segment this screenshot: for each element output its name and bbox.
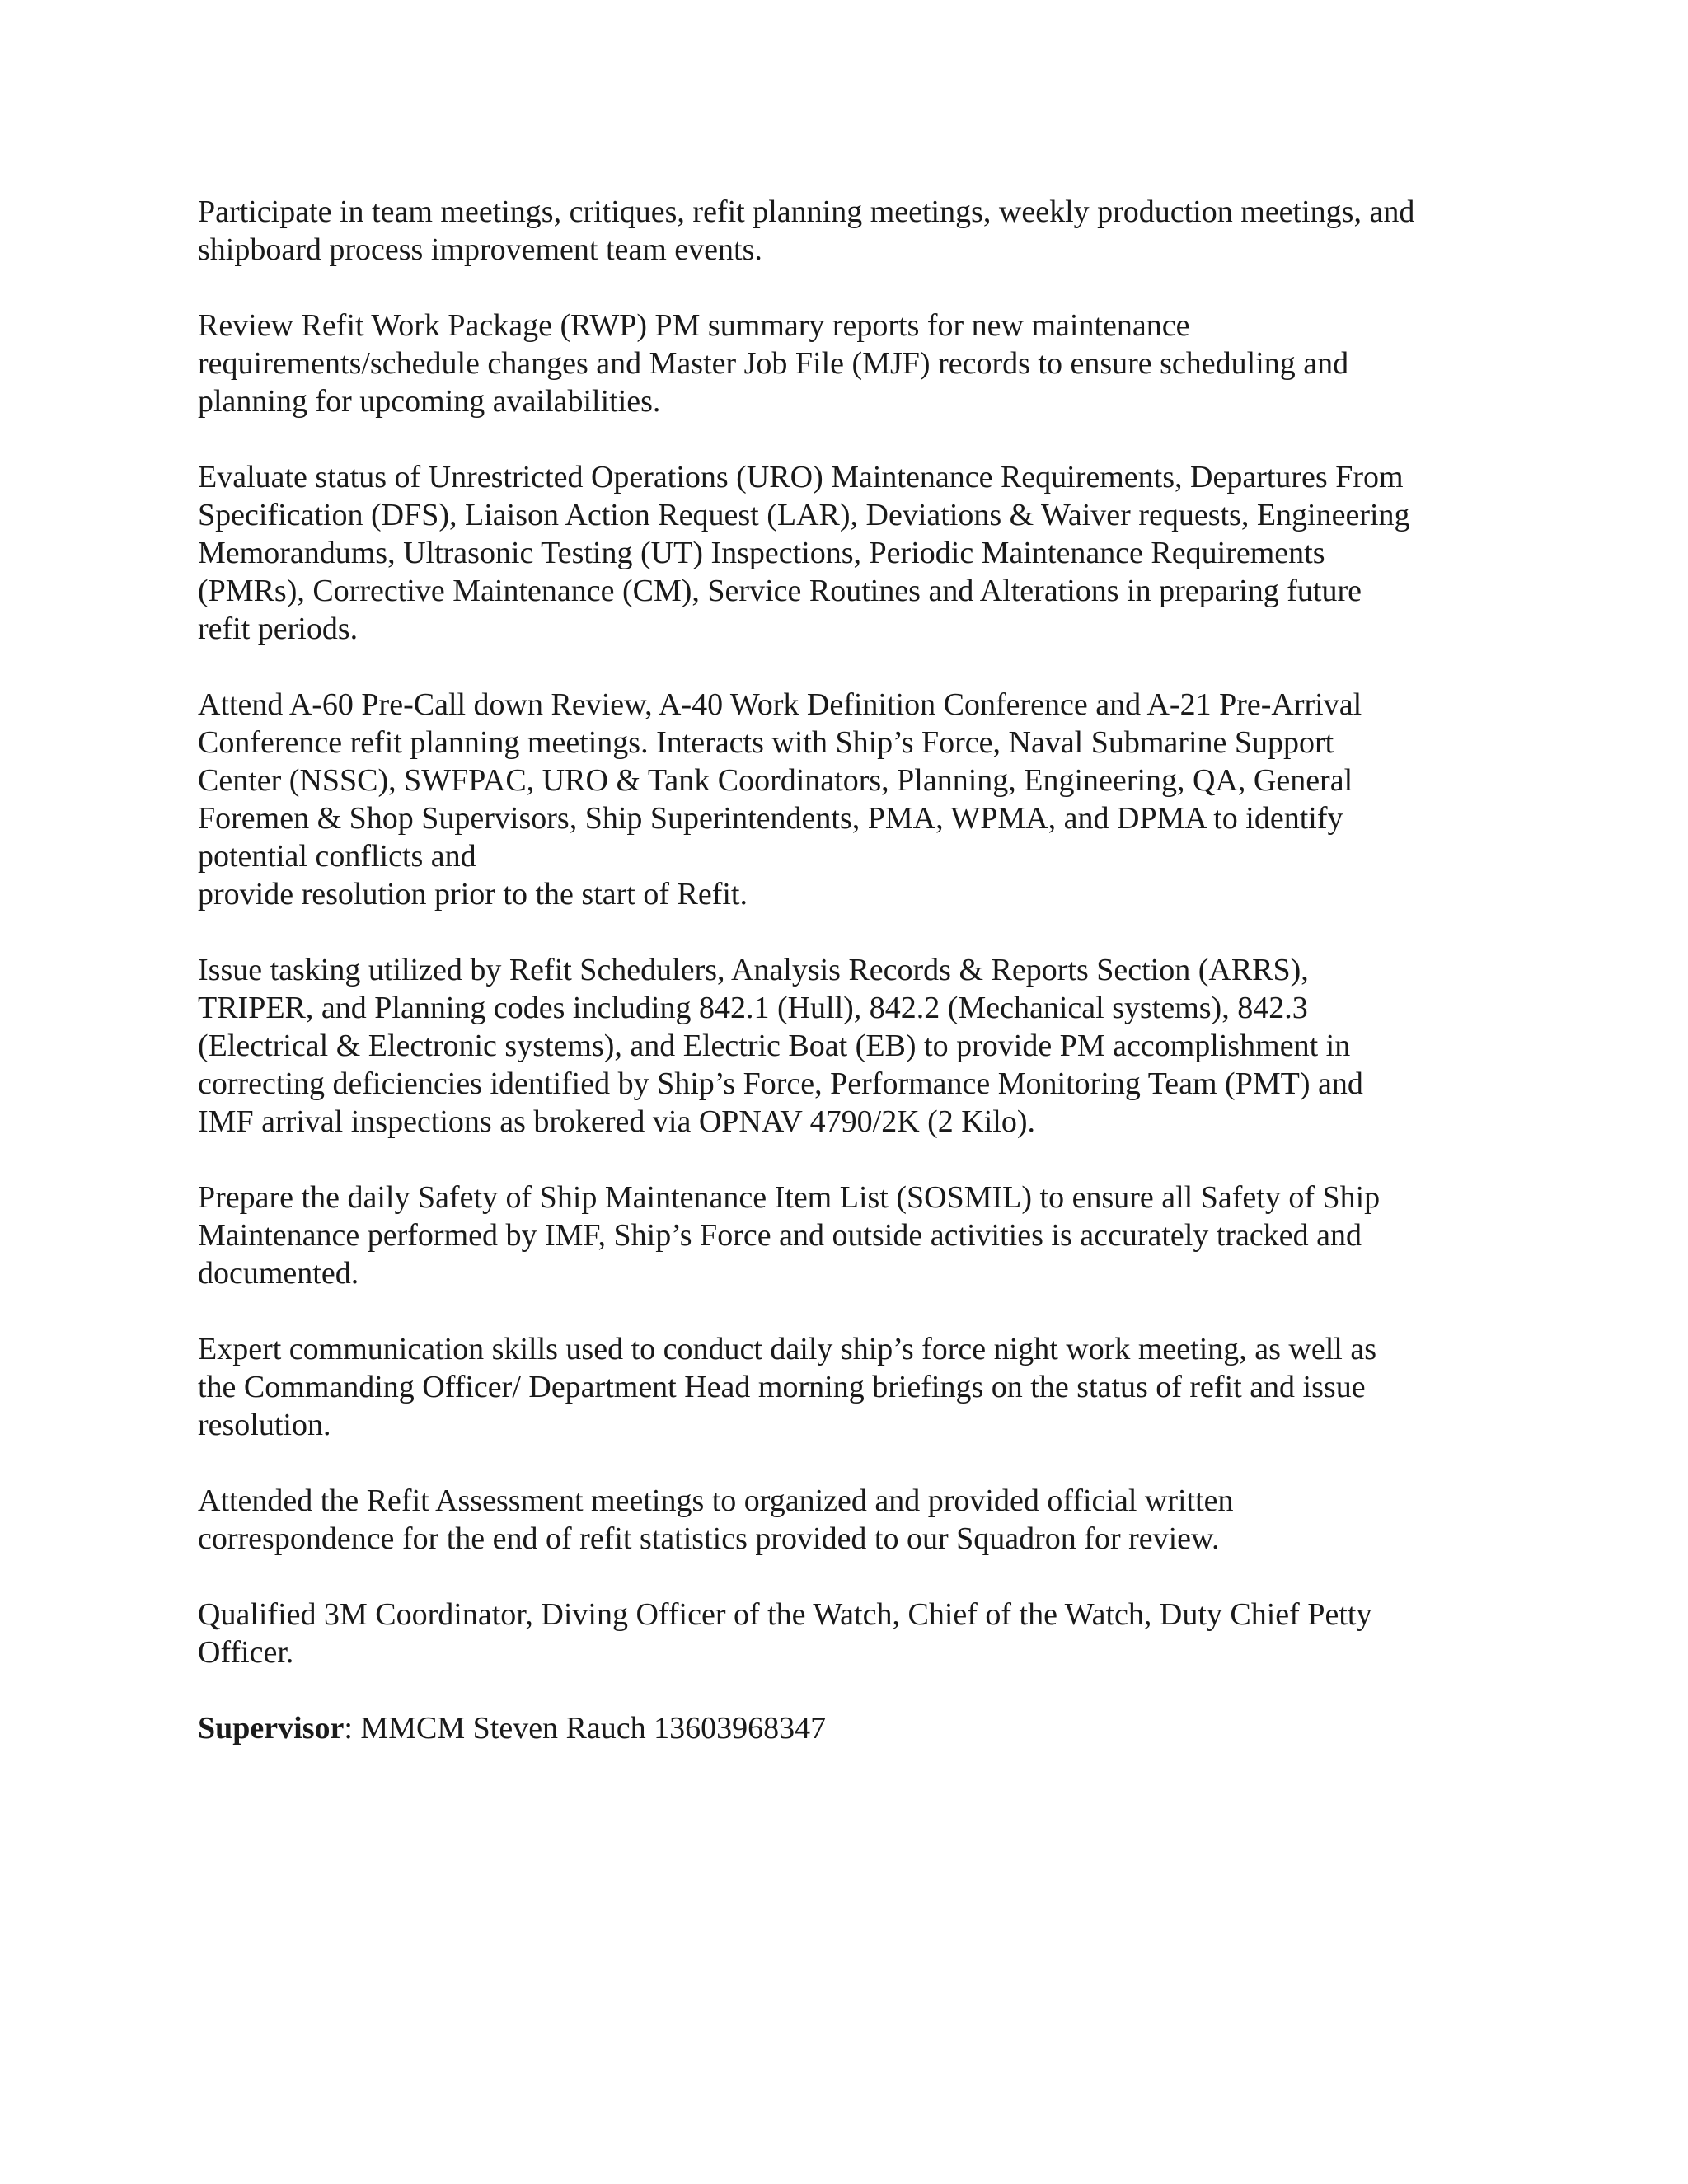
- supervisor-text: [198, 1709, 1496, 1747]
- text-line: Qualified 3M Coordinator, Diving Officer of the Watch, Chief of the Watch, Duty Chief Petty: [198, 1597, 1372, 1632]
- text-line: Memorandums, Ultrasonic Testing (UT) Inspections, Periodic Maintenance Requirements: [198, 536, 1325, 570]
- text-line: Specification (DFS), Liaison Action Request (LAR), Deviations & Waiver requests, Engineering: [198, 498, 1410, 532]
- text-line: requirements/schedule changes and Master Job File (MJF) records to ensure scheduling and: [198, 346, 1349, 381]
- text-line: Attended the Refit Assessment meetings to organized and provided official written: [198, 1483, 1234, 1518]
- text-line: (PMRs), Corrective Maintenance (CM), Service Routines and Alterations in preparing future: [198, 574, 1362, 608]
- paragraph-rwp-review: [198, 307, 1496, 420]
- text-line: provide resolution prior to the start of Refit.: [198, 877, 748, 912]
- text-line: correcting deficiencies identified by Ship’s Force, Performance Monitoring Team (PMT) and: [198, 1066, 1363, 1101]
- text-line: Expert communication skills used to conduct daily ship’s force night work meeting, as well as: [198, 1332, 1376, 1366]
- text-line: Foremen & Shop Supervisors, Ship Superintendents, PMA, WPMA, and DPMA to identify: [198, 801, 1343, 836]
- text-line: Attend A-60 Pre-Call down Review, A-40 Work Definition Conference and A-21 Pre-Arrival: [198, 687, 1362, 722]
- text-line: correspondence for the end of refit statistics provided to our Squadron for review.: [198, 1521, 1220, 1556]
- paragraph-meetings: [198, 193, 1496, 269]
- text-line: Maintenance performed by IMF, Ship’s Force and outside activities is accurately tracked and: [198, 1218, 1362, 1253]
- text-line: documented.: [198, 1256, 359, 1291]
- paragraph-qualifications: [198, 1596, 1496, 1671]
- supervisor-value: MMCM Steven Rauch 13603968347: [352, 1711, 827, 1746]
- text-line: resolution.: [198, 1408, 331, 1442]
- paragraph-sosmil: [198, 1179, 1496, 1292]
- text-line: Conference refit planning meetings. Interacts with Ship’s Force, Naval Submarine Support: [198, 725, 1334, 760]
- paragraph-evaluate-status: [198, 458, 1496, 648]
- text-line: potential conflicts and: [198, 839, 476, 874]
- text-line: Participate in team meetings, critiques, refit planning meetings, weekly production meetings, and: [198, 194, 1415, 229]
- paragraph-refit-assessment: [198, 1482, 1496, 1558]
- text-line: refit periods.: [198, 612, 359, 646]
- paragraph-attend-reviews: [198, 686, 1496, 913]
- supervisor-label: Supervisor: [198, 1711, 345, 1746]
- text-line: Prepare the daily Safety of Ship Maintenance Item List (SOSMIL) to ensure all Safety of Ship: [198, 1180, 1381, 1215]
- text-line: Officer.: [198, 1635, 294, 1670]
- text-line: IMF arrival inspections as brokered via OPNAV 4790/2K (2 Kilo).: [198, 1104, 1036, 1139]
- text-line: Evaluate status of Unrestricted Operations (URO) Maintenance Requirements, Departures From: [198, 460, 1404, 494]
- paragraph-issue-tasking: [198, 951, 1496, 1141]
- supervisor-separator: :: [344, 1711, 353, 1746]
- text-line: (Electrical & Electronic systems), and Electric Boat (EB) to provide PM accomplishment in: [198, 1029, 1351, 1063]
- paragraph-communication: [198, 1330, 1496, 1444]
- text-line: TRIPER, and Planning codes including 842.1 (Hull), 842.2 (Mechanical systems), 842.3: [198, 991, 1308, 1025]
- text-line: the Commanding Officer/ Department Head morning briefings on the status of refit and issue: [198, 1370, 1366, 1404]
- text-line: shipboard process improvement team events.: [198, 232, 762, 267]
- supervisor-line: [198, 1709, 1496, 1747]
- text-line: Center (NSSC), SWFPAC, URO & Tank Coordinators, Planning, Engineering, QA, General: [198, 763, 1353, 798]
- text-line: Issue tasking utilized by Refit Schedulers, Analysis Records & Reports Section (ARRS),: [198, 953, 1309, 987]
- document-body: [198, 193, 1496, 1785]
- text-line: Review Refit Work Package (RWP) PM summary reports for new maintenance: [198, 308, 1190, 343]
- text-line: planning for upcoming availabilities.: [198, 384, 661, 419]
